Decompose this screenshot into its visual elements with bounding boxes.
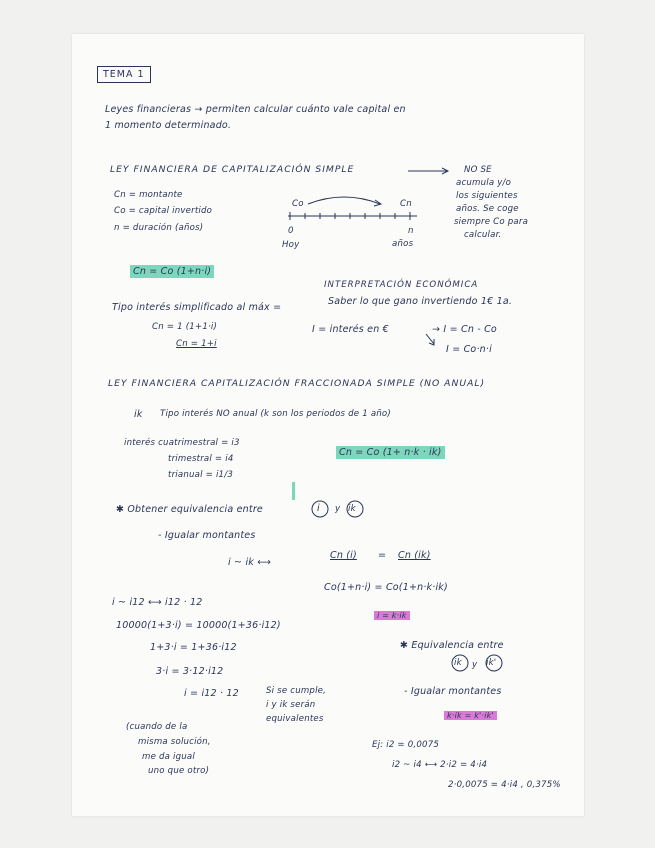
- interes-eq-1: → I = Cn - Co: [432, 324, 497, 335]
- cn-eq-2: Cn = 1+i: [176, 339, 217, 349]
- cuando-2: misma solución,: [138, 737, 211, 747]
- calc-line-1: 10000(1+3·i) = 10000(1+36·i12): [116, 620, 281, 631]
- circle-ik-prime: ik': [486, 658, 497, 668]
- cn-i: Cn (i): [330, 550, 357, 561]
- circle-ik: ik: [348, 504, 356, 514]
- y-word-1: y: [335, 504, 341, 514]
- highlight-pink-2: k·ik = k'·ik': [444, 710, 497, 721]
- cuando-4: uno que otro): [148, 766, 210, 776]
- circle-ik-2: ik: [454, 658, 462, 668]
- note-line-5: siempre Co para: [454, 217, 529, 227]
- igualar-montantes-2: - Igualar montantes: [404, 686, 502, 697]
- tipo-text: Tipo interés simplificado al máx =: [112, 302, 282, 313]
- ejemplo-3: 2·0,0075 = 4·i4 , 0,375%: [448, 780, 561, 790]
- cuando-1: (cuando de la: [126, 722, 188, 732]
- def-n: n = duración (años): [114, 223, 204, 233]
- cn-eq-1: Cn = 1 (1+1·i): [152, 322, 218, 332]
- interes-def: I = interés en €: [312, 324, 389, 335]
- calc-line-2: 1+3·i = 1+36·i12: [150, 642, 237, 653]
- i-i12-relation: i ~ i12 ⟷ i12 · 12: [112, 597, 203, 608]
- equals-sign: =: [378, 550, 387, 561]
- ik-text: Tipo interés NO anual (k son los periodos de 1 año): [160, 409, 391, 419]
- co-equation: Co(1+n·i) = Co(1+n·k·ik): [324, 582, 448, 593]
- note-line-3: los siguientes: [456, 191, 518, 201]
- ik-label: ik: [134, 409, 143, 420]
- si-se-3: equivalentes: [266, 714, 324, 724]
- ejemplo-2: i2 ~ i4 ⟷ 2·i2 = 4·i4: [392, 760, 488, 770]
- equivalencia-entre: ✱ Equivalencia entre: [400, 640, 504, 651]
- timeline-zero: 0: [288, 226, 294, 236]
- timeline-co: Co: [292, 199, 304, 209]
- intro-line-2: 1 momento determinado.: [105, 120, 232, 131]
- section-heading-fraccionada: LEY FINANCIERA CAPITALIZACIÓN FRACCIONADA SIMPLE (NO ANUAL): [108, 378, 486, 389]
- note-line-2: acumula y/o: [456, 178, 512, 188]
- interp-title: INTERPRETACIÓN ECONÓMICA: [324, 280, 479, 290]
- formula-fraccionada: Cn = Co (1+ n·k · ik): [336, 447, 445, 458]
- def-cn: Cn = montante: [114, 190, 183, 200]
- formula-simple: Cn = Co (1+n·i): [130, 266, 214, 277]
- note-line-4: años. Se coge: [456, 204, 519, 214]
- timeline-cn: Cn: [400, 199, 412, 209]
- interes-trimestral: trimestral = i4: [168, 454, 234, 464]
- note-line-1: NO SE: [464, 165, 492, 175]
- si-se-1: Si se cumple,: [266, 686, 327, 696]
- interp-text: Saber lo que gano invertiendo 1€ 1a.: [328, 296, 513, 307]
- calc-line-4: i = i12 · 12: [184, 688, 239, 699]
- obtener-equivalencia: ✱ Obtener equivalencia entre: [116, 504, 263, 515]
- notebook-page: [72, 34, 584, 816]
- y-word-2: y: [472, 660, 478, 670]
- circle-marks: [72, 34, 584, 816]
- intro-line-1: Leyes financieras → permiten calcular cuánto vale capital en: [105, 104, 406, 115]
- interes-eq-2: I = Co·n·i: [446, 344, 492, 355]
- igualar-montantes-1: - Igualar montantes: [158, 530, 256, 541]
- circle-i: i: [317, 503, 320, 514]
- interes-cuatrimestral: interés cuatrimestral = i3: [124, 438, 240, 448]
- page-title: TEMA 1: [97, 66, 151, 83]
- cn-ik: Cn (ik): [398, 550, 431, 561]
- timeline-n: n: [408, 226, 414, 236]
- ejemplo-1: Ej: i2 = 0,0075: [372, 740, 440, 750]
- note-line-6: calcular.: [464, 230, 502, 240]
- section-heading-simple: LEY FINANCIERA DE CAPITALIZACIÓN SIMPLE: [110, 164, 355, 175]
- si-se-2: i y ik serán: [266, 700, 316, 710]
- cuando-3: me da igual: [142, 752, 195, 762]
- def-co: Co = capital invertido: [114, 206, 213, 216]
- timeline-hoy: Hoy: [282, 240, 300, 250]
- highlight-pink-1: i = k·ik: [374, 610, 410, 621]
- interes-trianual: trianual = i1/3: [168, 470, 233, 480]
- timeline-anos: años: [392, 239, 414, 249]
- calc-line-3: 3·i = 3·12·i12: [156, 666, 224, 677]
- i-ik-relation: i ~ ik ⟷: [228, 557, 272, 568]
